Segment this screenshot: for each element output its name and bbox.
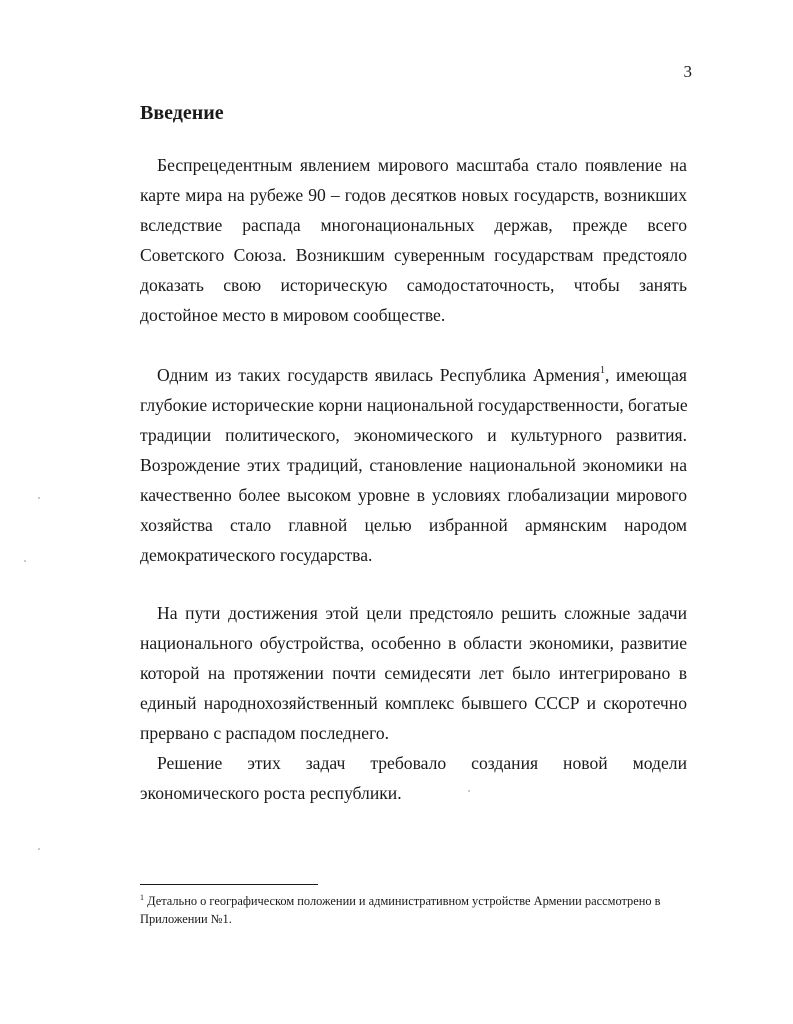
text-line: Решение этих задач требовало создания новой модели	[157, 753, 687, 773]
text-line: Возрождение этих традиций, становление национальной экономики на	[140, 455, 687, 475]
text-line-with-footnote	[157, 365, 687, 385]
text-line: хозяйства стало главной целью избранной армянским народом	[140, 515, 687, 535]
text-fragment: , имеющая	[604, 365, 688, 385]
scan-speck	[468, 790, 470, 792]
text-line: единый народнохозяйственный комплекс бывшего СССР и скоротечно	[140, 693, 687, 713]
text-line: прервано с распадом последнего.	[140, 723, 390, 743]
text-line: экономического роста республики.	[140, 783, 402, 803]
footnote-text-line: Приложении №1.	[140, 912, 232, 926]
text-line: глубокие исторические корни национальной государственности, богатые	[140, 395, 688, 415]
footnote-text: Детально о географическом положении и административном устройстве Армении рассмотрено в	[144, 894, 661, 908]
footnote-marker: 1	[140, 893, 144, 902]
text-line: доказать свою историческую самодостаточность, чтобы занять	[140, 275, 687, 295]
text-line: вследствие распада многонациональных держав, прежде всего	[140, 215, 687, 235]
text-line: Советского Союза. Возникшим суверенным государствам предстояло	[140, 245, 687, 265]
text-line: традиции политического, экономического и культурного развития.	[140, 425, 687, 445]
text-line: На пути достижения этой цели предстояло решить сложные задачи	[157, 603, 687, 623]
text-line: Беспрецедентным явлением мирового масштаба стало появление на	[157, 155, 687, 175]
footnote-separator	[140, 884, 318, 885]
text-line: которой на протяжении почти семидесяти лет было интегрировано в	[140, 663, 687, 683]
text-line: качественно более высоком уровне в условиях глобализации мирового	[140, 485, 687, 505]
scan-speck	[24, 560, 26, 562]
text-line: демократического государства.	[140, 545, 373, 565]
footnote-reference: 1	[599, 365, 605, 376]
scan-speck	[38, 848, 40, 850]
text-line: достойное место в мировом сообществе.	[140, 305, 446, 325]
footnote-text-line	[140, 893, 661, 909]
text-line: национального обустройства, особенно в области экономики, развитие	[140, 633, 687, 653]
text-fragment: Одним из таких государств явилась Республика Армения	[157, 365, 600, 385]
scan-speck	[38, 497, 40, 499]
text-line: карте мира на рубеже 90 – годов десятков новых государств, возникших	[140, 185, 687, 205]
section-heading: Введение	[140, 102, 224, 124]
page-number: 3	[683, 62, 692, 81]
